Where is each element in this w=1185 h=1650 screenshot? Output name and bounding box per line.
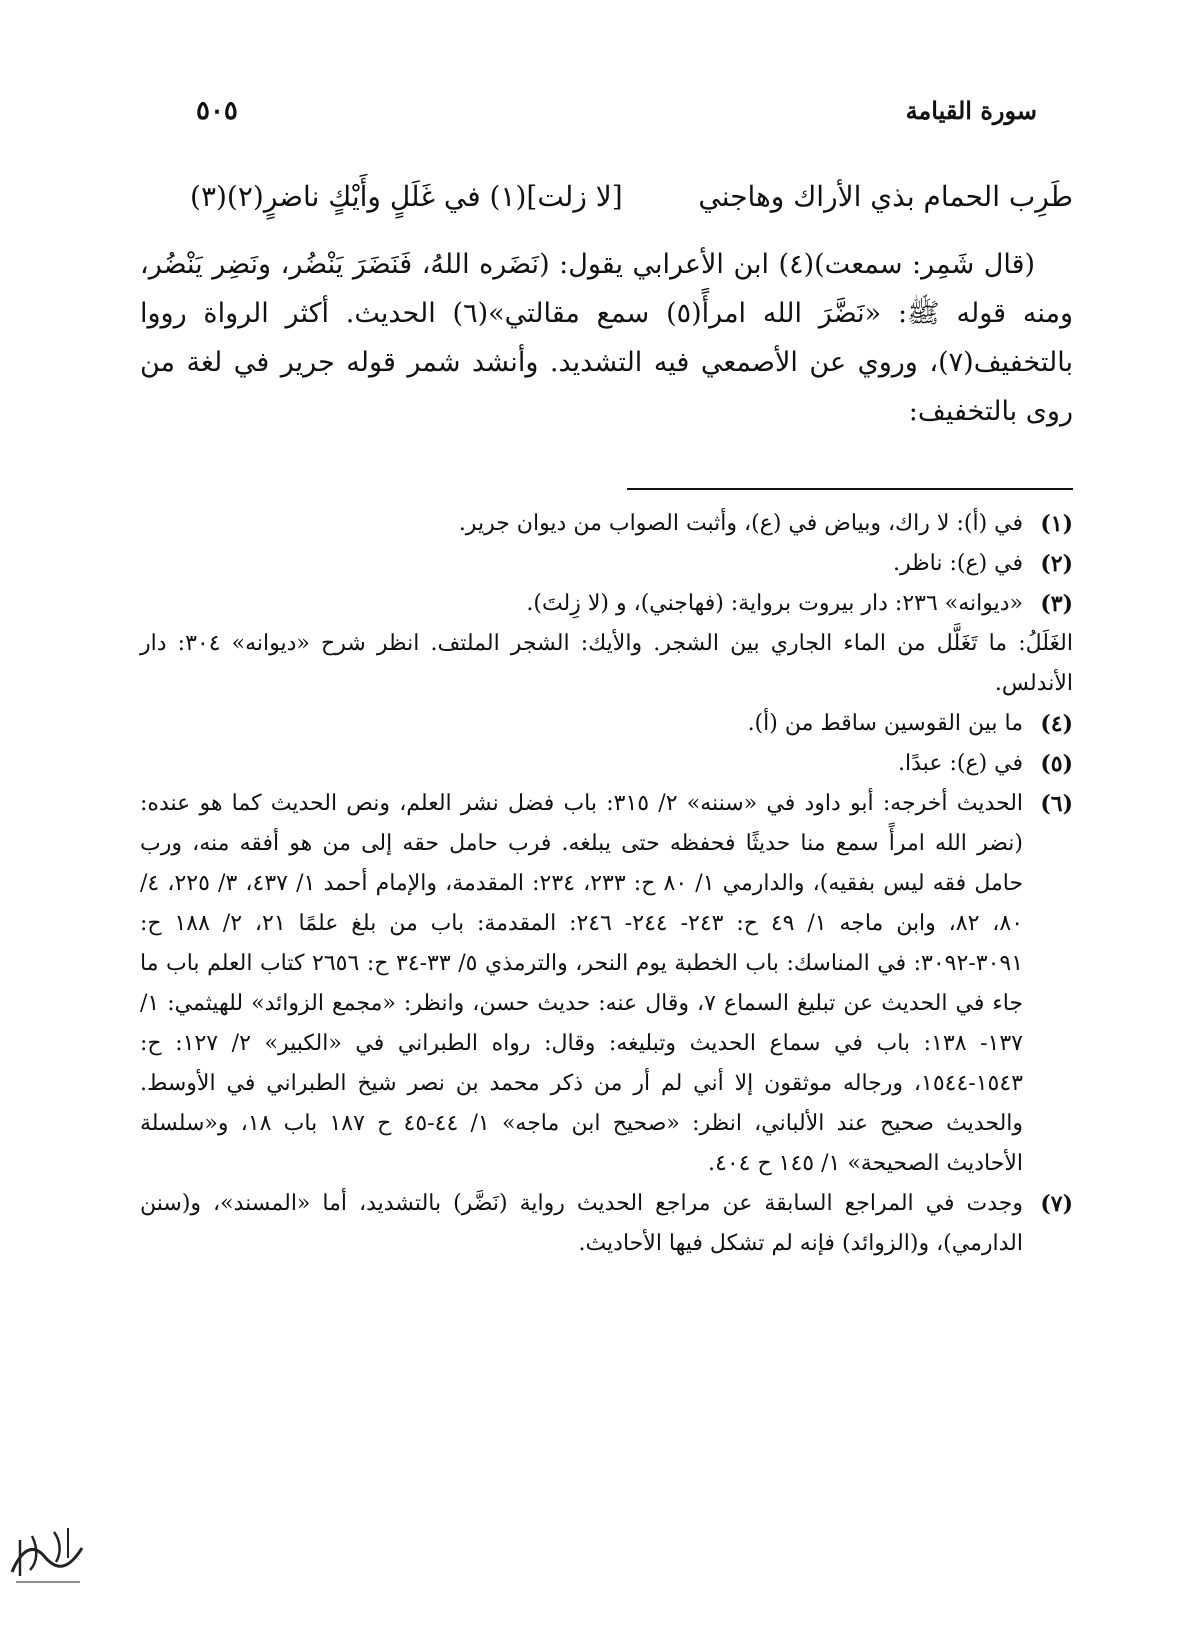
footnote-number: (٥) [1040, 751, 1073, 777]
footnote-3-continuation: الغَلَلُ: ما تَغَلَّل من الماء الجاري بين الشجر. والأيك: الشجر الملتف. انظر شرح «ديوانه» ٣٠٤: دار الأندلس. [140, 631, 1073, 696]
footnote-1 [140, 504, 1073, 544]
main-text [140, 240, 1073, 436]
footnote-number: (٣) [1040, 591, 1073, 617]
footnote-4 [140, 704, 1073, 744]
footnote-6 [140, 784, 1073, 1184]
footnote-text: في (أ): لا راك، وبياض في (ع)، وأثبت الصواب من ديوان جرير. [458, 511, 1023, 536]
footnote-text: الحديث أخرجه: أبو داود في «سننه» ٢/ ٣١٥: باب فضل نشر العلم، ونص الحديث كما هو عنده: (نضر الله امرأً سمع منا حديثًا فحفظه حتى يبلغه. فرب حامل حقه إلى من هو أفقه منه، ورب حامل فقه ليس بفقيه)، والدارمي ١/ ٨٠ ح: ٢٣٣، ٢٣٤: المقدمة، والإمام أحمد ١/ ٤٣٧، ٣/ ٢٢٥، ٤/ ٨٠، ٨٢، وابن ماجه ١/ ٤٩ ح: ٢٤٣- ٢٤٤- ٢٤٦: المقدمة: باب من بلغ علمًا ٢١، ٢/ ١٨٨ ح: ٣٠٩١-٣٠٩٢: في المناسك: باب الخطبة يوم النحر، والترمذي ٥/ ٣٣-٣٤ ح: ٢٦٥٦ كتاب العلم باب ما جاء في الحديث عن تبليغ السماع ٧، وقال عنه: حديث حسن، وانظر: «مجمع الزوائد» للهيثمي: ١/ ١٣٧- ١٣٨: باب في سماع الحديث وتبليغه: وقال: رواه الطبراني في «الكبير» ٢/ ١٢٧: ح: ١٥٤٣-١٥٤٤، ورجاله موثقون إلا أني لم أر من ذكر محمد بن نصر شيخ الطبراني في الأوسط. والحديث صحيح عند الألباني، انظر: «صحيح ابن ماجه» ١/ ٤٤-٤٥ ح ١٨٧ باب ١٨، و«سلسلة الأحاديث الصحيحة» ١/ ١٤٥ ح ٤٠٤. [140, 791, 1024, 1176]
verse-first-hemistich: طَرِب الحمام بذي الأراك وهاجني [698, 180, 1073, 213]
footnote-number: (٧) [1040, 1191, 1073, 1217]
watermark-logo [8, 1518, 88, 1590]
footnotes [140, 504, 1073, 1264]
poetry-verse [190, 180, 1073, 230]
footnote-3 [140, 584, 1073, 624]
body-paragraph: (قال شَمِر: سمعت)(٤) ابن الأعرابي يقول: (نَضَره اللهُ، فَنَضَرَ يَنْضُر، ونَضِر يَنْضُر، ومنه قوله ﷺ: «نَضَّرَ الله امرأً(٥) سمع مقالتي»(٦) الحديث. أكثر الرواة رووا بالتخفيف(٧)، وروي عن الأصمعي فيه التشديد. وأنشد شمر قوله جرير في لغة من روى بالتخفيف: [140, 249, 1073, 427]
footnote-text: ما بين القوسين ساقط من (أ). [747, 711, 1023, 736]
footnote-text: «ديوانه» ٢٣٦: دار بيروت برواية: (فهاجني)، و (لا زِلتَ). [526, 591, 1023, 616]
footnote-5 [140, 744, 1073, 784]
footnote-7 [140, 1184, 1073, 1264]
footnote-text: وجدت في المراجع السابقة عن مراجع الحديث رواية (نَضَّر) بالتشديد، أما «المسند»، و(سنن الدارمي)، و(الزوائد) فإنه لم تشكل فيها الأحاديث. [140, 1191, 1023, 1256]
surah-title: سورة القيامة [905, 96, 1037, 125]
verse-second-hemistich: [لا زلت](١) في غَلَلٍ وأَيْكٍ ناضرٍ(٢)(٣) [190, 180, 623, 213]
footnote-number: (٦) [1040, 791, 1073, 817]
footnote-number: (٤) [1040, 711, 1073, 737]
footnote-divider [627, 488, 1073, 490]
footnote-number: (٢) [1040, 551, 1073, 577]
footnote-2 [140, 544, 1073, 584]
footnote-text: في (ع): ناظر. [892, 551, 1023, 576]
footnote-number: (١) [1040, 511, 1073, 537]
page-number: ٥٠٥ [196, 96, 238, 126]
running-header [196, 96, 1037, 136]
footnote-text: في (ع): عبدًا. [898, 751, 1023, 776]
